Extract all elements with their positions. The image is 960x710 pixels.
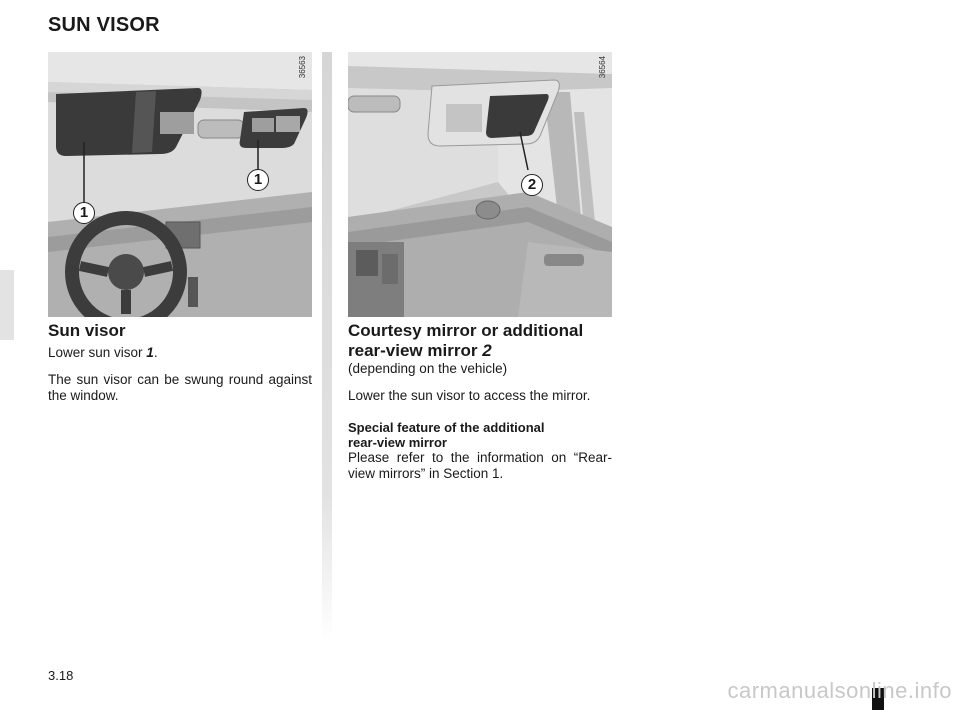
heading-line: Courtesy mirror or additional [348,321,584,340]
figure-reference-number: 36563 [298,56,307,79]
sun-visor-drawing [48,52,312,317]
heading-line: rear-view mirror [348,341,483,360]
note-paragraph: Please refer to the information on “Rear-view mirrors” in Section 1. [348,450,612,481]
text: Lower sun visor [48,345,147,360]
section-tab [0,270,14,340]
figure-reference-number: 36564 [598,56,607,79]
paragraph: Lower the sun visor to access the mirror. [348,388,591,403]
page-title: SUN VISOR [48,14,160,36]
paragraph [48,345,312,361]
watermark: carmanualsonline.info [727,678,952,703]
courtesy-mirror-drawing [348,52,612,317]
courtesy-mirror-illustration [348,52,612,317]
callout-1-right-visor: 1 [247,169,269,191]
sub-heading-line: Special feature of the additional [348,420,545,435]
sub-heading-line: rear-view mirror [348,435,447,450]
section-heading: Sun visor [48,321,126,340]
paragraph: The sun visor can be swung round against the window. [48,372,312,403]
sub-heading [348,420,612,450]
section-heading [348,321,612,361]
reference-number: 2 [482,341,492,360]
courtesy-mirror-section [348,321,612,482]
column-divider [322,52,332,642]
callout-2-mirror: 2 [521,174,543,196]
sun-visor-section [48,321,312,404]
page-number: 3.18 [48,668,74,683]
reference-number: 1 [146,345,154,360]
qualifier: (depending on the vehicle) [348,361,508,376]
sun-visor-illustration [48,52,312,317]
callout-1-left-visor: 1 [73,202,95,224]
text: . [153,345,158,360]
